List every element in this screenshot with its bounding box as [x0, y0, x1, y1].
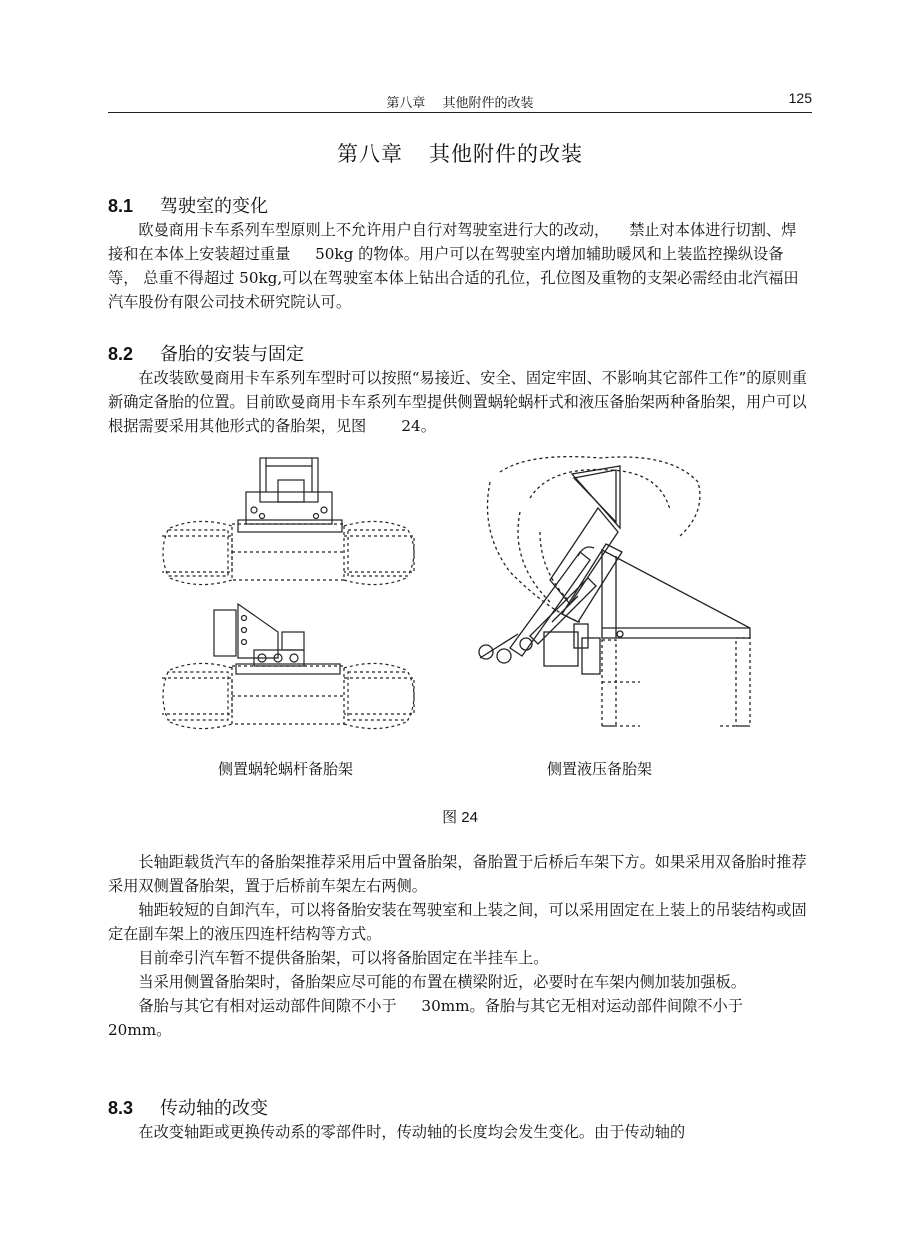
paragraph: 当采用侧置备胎架时，备胎架应尽可能的布置在横梁附近，必要时在车架内侧加装加强板。 [138, 973, 746, 991]
worm-gear-spare-tire-carrier-figure [158, 452, 428, 740]
section-heading [108, 342, 808, 366]
paragraph: 欧曼商用卡车系列车型原则上不允许用户自行对驾驶室进行大的改动， 禁止对本体进行切割、焊接和在本体上安装超过重量 50kg 的物体。用户可以在驾驶室内增加辅助暖风和上装监控操纵设备等， 总重不得超过 50kg,可以在驾驶室本体上钻出合适的孔位，孔位图及重物的支架必需经由北汽福田汽车股份有限公司技术研究院认可。 [108, 221, 799, 311]
section-heading [108, 194, 808, 218]
section-title: 传动轴的改变 [160, 1098, 268, 1119]
header-chapter-title: 第八章 其他附件的改装 [386, 96, 534, 111]
section-8-2 [108, 342, 808, 438]
chapter-number: 第八章 [337, 142, 403, 166]
paragraph: 备胎与其它有相对运动部件间隙不小于 30mm。备胎与其它无相对运动部件间隙不小于 20mm。 [108, 997, 743, 1039]
paragraph: 在改装欧曼商用卡车系列车型时可以按照“易接近、安全、固定牢固、不影响其它部件工作”的原则重新确定备胎的位置。目前欧曼商用卡车系列车型提供侧置蜗轮蜗杆式和液压备胎架两种备胎架，用户可以根据需要采用其他形式的备胎架，见图 24。 [108, 369, 807, 435]
hydraulic-spare-tire-carrier-figure [470, 452, 760, 740]
header-page-number: 125 [788, 90, 812, 106]
section-heading [108, 1096, 808, 1120]
section-8-2-continued [108, 850, 808, 1042]
paragraph: 在改变轴距或更换传动系的零部件时，传动轴的长度均会发生变化。由于传动轴的 [138, 1123, 686, 1141]
section-8-3 [108, 1096, 808, 1144]
caption-right: 侧置液压备胎架 [547, 760, 653, 778]
chapter-name: 其他附件的改装 [429, 142, 583, 166]
section-title: 备胎的安装与固定 [160, 344, 304, 365]
section-number: 8.1 [108, 196, 134, 216]
section-8-1 [108, 194, 808, 314]
running-header [108, 90, 812, 113]
section-title: 驾驶室的变化 [160, 196, 268, 217]
section-number: 8.3 [108, 1098, 134, 1118]
paragraph: 目前牵引汽车暂不提供备胎架，可以将备胎固定在半挂车上。 [138, 949, 549, 967]
caption-left: 侧置蜗轮蜗杆备胎架 [218, 760, 354, 778]
figure-label: 图 24 [442, 809, 478, 826]
paragraph: 轴距较短的自卸汽车，可以将备胎安装在驾驶室和上装之间，可以采用固定在上装上的吊装结构或固定在副车架上的液压四连杆结构等方式。 [108, 901, 807, 943]
section-number: 8.2 [108, 344, 134, 364]
chapter-title [0, 138, 920, 168]
paragraph: 长轴距载货汽车的备胎架推荐采用后中置备胎架，备胎置于后桥后车架下方。如果采用双备胎时推荐采用双侧置备胎架，置于后桥前车架左右两侧。 [108, 853, 807, 895]
